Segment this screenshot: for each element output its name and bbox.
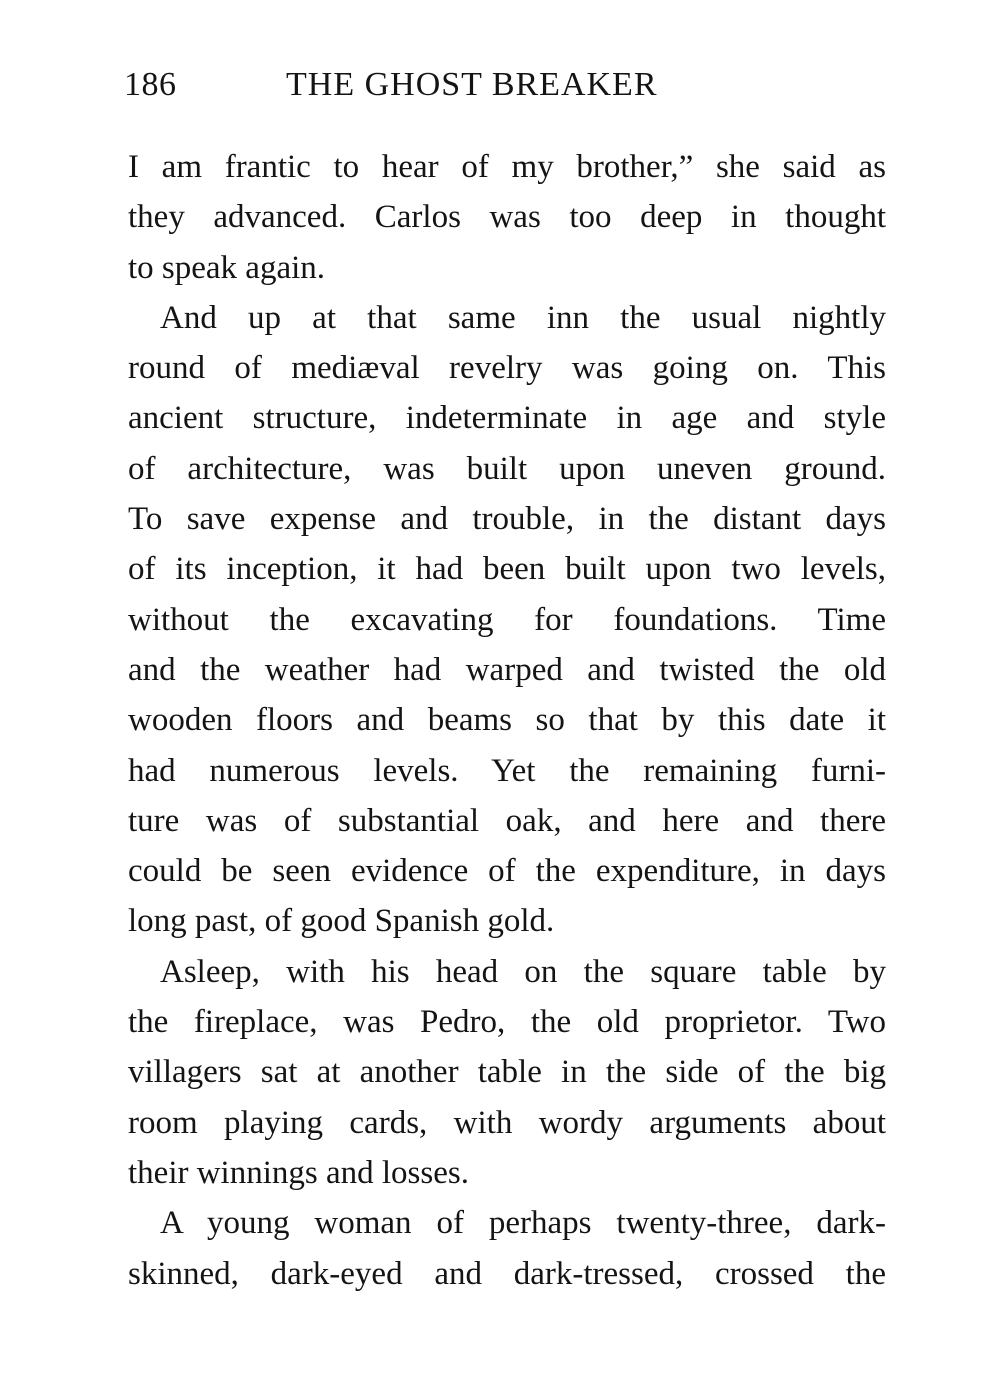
text-line: ture was of substantial oak, and here and there	[128, 802, 886, 839]
text-line: wooden floors and beams so that by this date it	[128, 702, 886, 739]
paragraph	[128, 142, 886, 293]
text-line: long past, of good Spanish gold.	[128, 903, 555, 940]
paragraph	[128, 947, 886, 1198]
text-line: And up at that same inn the usual nightly	[160, 299, 886, 336]
text-line: to speak again.	[128, 249, 326, 286]
text-line: A young woman of perhaps twenty-three, dark-	[160, 1205, 886, 1242]
text-line: room playing cards, with wordy arguments about	[128, 1104, 886, 1141]
text-line: of its inception, it had been built upon two levels,	[128, 551, 886, 588]
text-line: Asleep, with his head on the square table by	[160, 953, 886, 990]
book-page	[124, 66, 886, 1299]
text-line: ancient structure, indeterminate in age and style	[128, 400, 886, 437]
text-line: villagers sat at another table in the side of the big	[128, 1054, 886, 1091]
page-number: 186	[124, 66, 177, 103]
paragraph	[128, 293, 886, 947]
text-line: round of mediæval revelry was going on. This	[128, 350, 886, 387]
body-text	[128, 142, 886, 1299]
text-line: skinned, dark-eyed and dark-tressed, crossed the	[128, 1255, 886, 1292]
text-line: and the weather had warped and twisted the old	[128, 651, 886, 688]
text-line: the fireplace, was Pedro, the old proprietor. Two	[128, 1004, 886, 1041]
text-line: of architecture, was built upon uneven ground.	[128, 450, 886, 487]
paragraph	[128, 1198, 886, 1299]
text-line: To save expense and trouble, in the distant days	[128, 501, 886, 538]
text-line: their winnings and losses.	[128, 1154, 469, 1191]
text-line: I am frantic to hear of my brother,” she said as	[128, 149, 886, 185]
text-line: had numerous levels. Yet the remaining furni-	[128, 752, 886, 789]
text-line: could be seen evidence of the expenditure, in days	[128, 853, 886, 890]
running-title: THE GHOST BREAKER	[286, 66, 658, 103]
text-line: without the excavating for foundations. Time	[128, 601, 886, 638]
page-header	[124, 66, 886, 116]
text-line: they advanced. Carlos was too deep in thought	[128, 199, 886, 236]
